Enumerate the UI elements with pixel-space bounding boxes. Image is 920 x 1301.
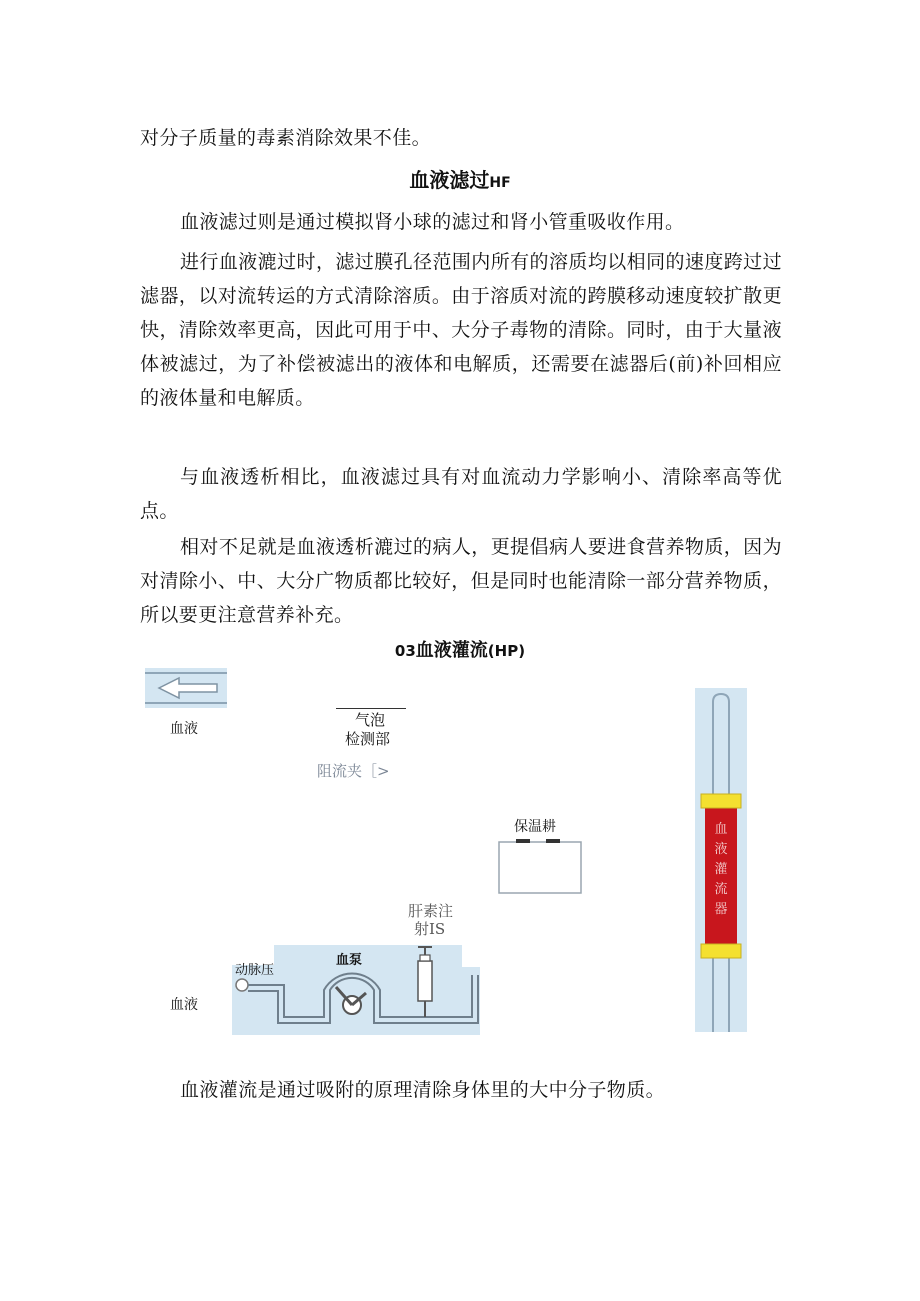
blood-pump-label: 血泵 xyxy=(336,953,363,968)
column-char-4: 流 xyxy=(714,882,728,897)
intro-paragraph: 对分子质量的毒素消除效果不佳。 xyxy=(140,127,432,149)
column-char-5: 器 xyxy=(714,902,728,917)
arterial-pressure-label: 动脉压 xyxy=(235,963,275,978)
column-char-2: 液 xyxy=(714,842,728,857)
blood-return-arrow-panel xyxy=(145,668,227,708)
warmer-label: 保温耕 xyxy=(514,819,556,835)
hemoperfusion-diagram xyxy=(140,660,760,1045)
hf-paragraph-3: 与血液透析相比，血液滤过具有对血流动力学影响小、清除率高等优点。 xyxy=(140,466,782,522)
heparin-label-1: 肝素注 xyxy=(408,902,454,920)
hf-paragraph-2: 进行血液漉过时，滤过膜孔径范围内所有的溶质均以相同的速度跨过过滤器，以对流转运的方式清除溶质。由于溶质对流的跨膜移动速度较扩散更快，清除效率更高，因此可用于中、大分子毒物的清除。同时，由于大量液体被滤过，为了补偿被滤出的液体和电解质，还需要在滤器后(前)补回相应的液体量和电解质。 xyxy=(140,251,782,409)
column-char-1: 血 xyxy=(714,822,728,837)
heading-hf-text: 血液滤过 xyxy=(409,168,490,192)
heparin-label-2: 射IS xyxy=(414,920,446,938)
blood-label-bottom: 血液 xyxy=(170,997,198,1013)
perfusion-column-label xyxy=(708,820,734,920)
hf-paragraph-1: 血液滤过则是通过模拟肾小球的滤过和肾小管重吸收作用。 xyxy=(180,211,685,233)
bubble-detector-label-1: 气泡 xyxy=(355,711,386,729)
heading-hp-number: 03 xyxy=(394,642,416,660)
section-heading-hf xyxy=(0,164,920,193)
heading-hp-abbr: (HP) xyxy=(487,642,526,660)
bubble-detector-line xyxy=(336,708,406,709)
hp-paragraph: 血液灌流是通过吸附的原理清除身体里的大中分子物质。 xyxy=(180,1079,666,1101)
clamp-label: 阻流夹［> xyxy=(317,762,390,780)
heading-hf-abbr: HF xyxy=(489,175,511,191)
section-heading-hp xyxy=(0,636,920,662)
heading-hp-text: 血液灌流 xyxy=(415,640,488,661)
bubble-detector-label-2: 检测部 xyxy=(345,730,391,748)
hf-paragraph-4: 相对不足就是血液透析漉过的病人，更提倡病人要进食营养物质，因为对清除小、中、大分广物质都比较好，但是同时也能清除一部分营养物质，所以要更注意营养补充。 xyxy=(140,536,782,626)
arterial-pressure-icon xyxy=(236,979,248,991)
warmer-box xyxy=(498,836,582,894)
blood-label-top: 血液 xyxy=(170,721,198,737)
column-char-3: 灌 xyxy=(714,862,728,877)
